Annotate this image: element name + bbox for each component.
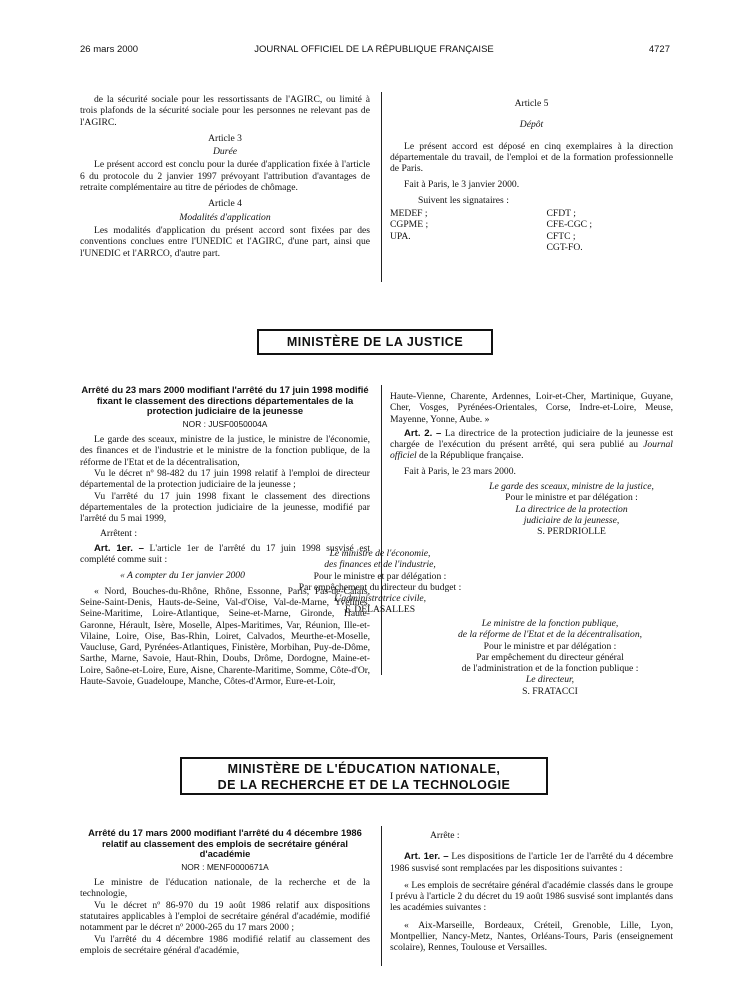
justice-decree-title: Arrêté du 23 mars 2000 modifiant l'arrêté du 17 juin 1998 modifié fixant le classement des directions départementales de la protection judiciaire de la jeunesse xyxy=(81,384,369,417)
signatory-name: S. PERDRIOLLE xyxy=(537,526,606,538)
banner-line: MINISTÈRE DE L'ÉDUCATION NATIONALE, xyxy=(227,762,501,776)
education-arrete: Arrête : xyxy=(430,830,460,841)
signature-block-economy xyxy=(250,548,510,616)
top-right-column xyxy=(390,98,673,253)
article-3-text: Le présent accord est conclu pour la durée d'application fixée à l'article 6 du protocole du 2 janvier 1997 prévoyant l'attribution d'avantages de retraite complémentaire au titre de périodes de chômage. xyxy=(80,159,370,194)
education-decree-title: Arrêté du 17 mars 2000 modifiant l'arrêté du 4 décembre 1986 relatif au classement des emplois de secrétaire général d'académie xyxy=(88,827,362,860)
header-date: 26 mars 2000 xyxy=(80,44,139,55)
article-text: La directrice de la protection judiciaire de la jeunesse est chargée de l'exécution du présent arrêté, qui sera publié au xyxy=(390,427,674,451)
signatory xyxy=(390,242,507,253)
signatory: CGPME ; xyxy=(390,219,429,231)
fait-a-paris-1: Fait à Paris, le 3 janvier 2000. xyxy=(404,179,520,191)
justice-departments-cont: Haute-Vienne, Charente, Ardennes, Loir-et-Cher, Martinique, Guyane, Cher, Vosges, Pyrénées-Orientales, Corse, Indre-et-Loire, Meuse, Mayenne, Yonne, Aube. » xyxy=(390,391,673,425)
signature-role: Le ministre de la fonction publique, xyxy=(481,618,619,629)
signatory: CFE-CGC ; xyxy=(546,219,593,231)
signature-role: Le ministre de l'économie, xyxy=(329,548,431,559)
article-3-title: Article 3 xyxy=(208,132,242,144)
signature-title: L'administratrice civile, xyxy=(333,593,427,605)
suivent-signataires: Suivent les signataires : xyxy=(418,194,509,206)
article-label: Art. 1er. – xyxy=(404,851,449,863)
article-label: Art. 2. – xyxy=(404,427,442,439)
article-5-text: Le présent accord est déposé en cinq exemplaires à la direction départementale du travail, de l'emploi et de la formation professionnelle de Paris. xyxy=(390,140,673,175)
signature-delegation: de l'administration et de la fonction publique : xyxy=(461,663,639,675)
signatory-name: S. FRATACCI xyxy=(522,685,578,697)
justice-left-column xyxy=(80,385,370,687)
justice-vu-1: Vu le décret nº 98-482 du 17 juin 1998 relatif à l'emploi de directeur départemental de la protection judiciaire de la jeunesse ; xyxy=(80,467,370,491)
signature-title: judiciaire de la jeunesse, xyxy=(523,514,620,526)
signatory: CFTC ; xyxy=(546,230,576,242)
education-right-column xyxy=(390,830,673,954)
education-quote-1: « Les emplois de secrétaire général d'académie classés dans le groupe I prévu à l'article 2 du décret du 19 août 1986 susvisé sont implantés dans les académies suivantes : xyxy=(390,879,673,914)
signature-title: La directrice de la protection xyxy=(515,503,628,515)
journal-title: JOURNAL OFFICIEL DE LA RÉPUBLIQUE FRANÇAISE xyxy=(254,44,494,55)
article-text: L'article 1er de l'arrêté du 17 juin 1998 susvisé est complété comme suit : xyxy=(80,542,370,566)
signature-title: Le directeur, xyxy=(525,674,575,686)
signatory: UPA. xyxy=(390,230,411,242)
education-quote-2: « Aix-Marseille, Bordeaux, Créteil, Grenoble, Lille, Lyon, Montpellier, Nancy-Metz, Nantes, Orléans-Tours, Paris (enseignement scolaire), Rennes, Toulouse et Versailles. xyxy=(390,919,673,954)
column-rule-justice xyxy=(381,385,382,675)
signature-delegation: Par empêchement du directeur général xyxy=(476,651,624,663)
ministry-justice-banner: MINISTÈRE DE LA JUSTICE xyxy=(257,329,493,355)
signature-role: de la réforme de l'Etat et de la décentralisation, xyxy=(457,629,643,641)
ministry-education-banner xyxy=(180,757,548,795)
continuation-paragraph: de la sécurité sociale pour les ressortissants de l'AGIRC, ou limité à trois plafonds de la sécurité sociale pour les personnes ne relevant pas de l'AGIRC. xyxy=(80,94,370,128)
signatory: MEDEF ; xyxy=(390,208,428,220)
justice-nor: NOR : JUSF0050004A xyxy=(182,418,268,429)
education-vu-2: Vu l'arrêté du 4 décembre 1986 modifié relatif au classement des emplois de secrétaire général d'académie, xyxy=(80,933,370,956)
article-text: Les dispositions de l'article 1er de l'arrêté du 4 décembre 1986 susvisé sont remplacées par les dispositions suivantes : xyxy=(390,851,673,874)
article-text: de la République française. xyxy=(419,450,524,462)
signatory: CFDT ; xyxy=(546,208,576,220)
education-preamble: Le ministre de l'éducation nationale, de la recherche et de la technologie, xyxy=(80,877,370,900)
signature-delegation: Par empêchement du directeur du budget : xyxy=(298,581,462,593)
article-3-subtitle: Durée xyxy=(213,146,237,158)
signature-block-fonction-publique xyxy=(405,618,695,697)
signature-delegation: Pour le ministre et par délégation : xyxy=(483,640,617,652)
page-number: 4727 xyxy=(648,44,670,55)
article-4-subtitle: Modalités d'application xyxy=(179,211,271,223)
journal-officiel-ref: Journal officiel xyxy=(390,439,673,462)
article-5-title: Article 5 xyxy=(514,98,549,109)
justice-departments: « Nord, Bouches-du-Rhône, Rhône, Essonne, Paris, Pas-de-Calais, Seine-Saint-Denis, Hauts-de-Seine, Val-d'Oise, Val-de-Marne, Yvelines, Seine-Maritime, Loire-Atlantique, Seine-et-Marne, Gironde, Haute-Garonne, Hérault, Isère, Moselle, Alpes-Maritimes, Var, Réunion, Ille-et-Vilaine, Loire, Oise, Bas-Rhin, Loiret, Calvados, Meurthe-et-Moselle, Vaucluse, Gard, Pyrénées-Atlantiques, Finistère, Morbihan, Puy-de-Dôme, Sarthe, Marne, Savoie, Haut-Rhin, Doubs, Drôme, Dordogne, Maine-et-Loire, Saône-et-Loire, Eure, Aisne, Charente-Maritime, Somme, Côte-d'Or, Haute-Savoie, Guadeloupe, Manche, Côtes-d'Armor, Eure-et-Loir, xyxy=(80,585,370,688)
justice-vu-2: Vu l'arrêté du 17 juin 1998 fixant le classement des directions départementales de la protection judiciaire de la jeunesse, modifié par l'arrêté du 5 mai 1999, xyxy=(80,490,370,525)
justice-quote-head: « A compter du 1er janvier 2000 xyxy=(120,570,245,582)
article-label: Art. 1er. – xyxy=(94,542,144,554)
justice-arretent: Arrêtent : xyxy=(100,528,138,540)
fait-a-paris-2: Fait à Paris, le 23 mars 2000. xyxy=(404,465,516,477)
signatories-list xyxy=(390,208,673,253)
education-nor: NOR : MENF0000671A xyxy=(181,861,269,872)
top-left-column xyxy=(80,94,370,259)
signature-role: Le garde des sceaux, ministre de la justice, xyxy=(489,481,654,493)
justice-right-column xyxy=(390,391,673,538)
education-left-column xyxy=(80,828,370,956)
signatory-name: F. DELASALLES xyxy=(344,604,416,616)
column-rule-education xyxy=(381,826,382,966)
banner-line: DE LA RECHERCHE ET DE LA TECHNOLOGIE xyxy=(217,778,511,792)
signature-delegation: Pour le ministre et par délégation : xyxy=(313,570,447,582)
signature-role: des finances et de l'industrie, xyxy=(324,559,436,571)
justice-preamble: Le garde des sceaux, ministre de la justice, le ministre de l'économie, des finances et de l'industrie et le ministre de la fonction publique, de la réforme de l'Etat et de la décentralisation, xyxy=(80,434,370,468)
education-art-1 xyxy=(390,851,673,874)
signatory: CGT-FO. xyxy=(546,241,583,253)
signature-block-justice xyxy=(390,481,673,537)
article-4-title: Article 4 xyxy=(208,198,242,210)
signature-delegation: Pour le ministre et par délégation : xyxy=(505,492,638,504)
article-5-subtitle: Dépôt xyxy=(519,119,544,131)
column-rule-top xyxy=(381,92,382,282)
article-4-text: Les modalités d'application du présent accord sont fixées par des conventions conclues entre l'UNEDIC et l'AGIRC, d'une part, ainsi que l'UNEDIC et l'ARRCO, d'autre part. xyxy=(80,224,370,259)
education-vu-1: Vu le décret nº 86-970 du 19 août 1986 relatif aux dispositions statutaires applicables à l'emploi de secrétaire général d'académie, modifié notamment par le décret nº 2000-265 du 17 mars 2000 ; xyxy=(80,899,370,934)
justice-art-2 xyxy=(390,428,673,462)
